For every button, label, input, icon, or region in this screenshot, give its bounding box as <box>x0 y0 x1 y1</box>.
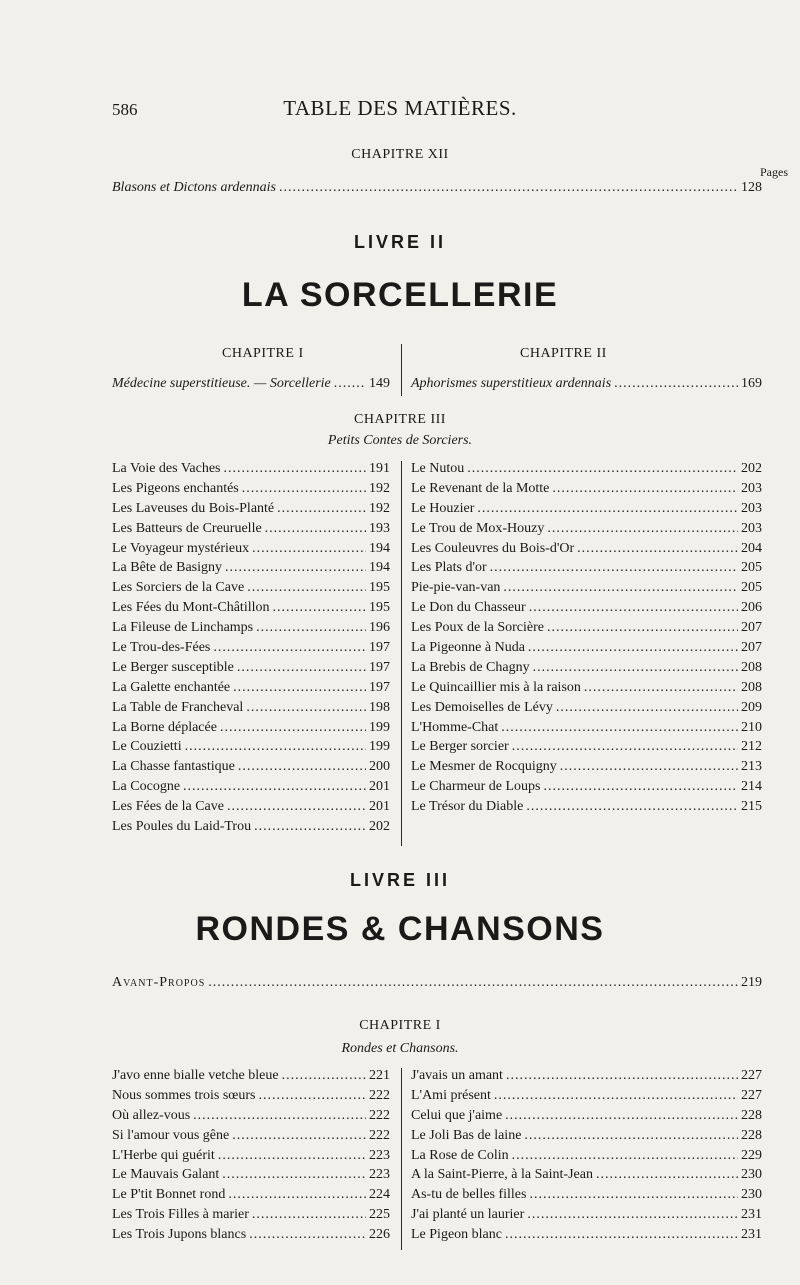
toc-entry-title: Les Laveuses du Bois-Planté <box>112 500 275 516</box>
toc-entry-page: 227 <box>741 1068 762 1083</box>
toc-entry <box>112 541 390 561</box>
leader-dots <box>334 376 366 392</box>
toc-entry-page: 230 <box>741 1187 762 1203</box>
toc-entry <box>112 640 390 660</box>
chapter-subtitle: Rondes et Chansons. <box>341 1041 459 1056</box>
toc-entry <box>112 759 390 779</box>
toc-entry <box>112 680 390 700</box>
toc-entry-page: 192 <box>369 500 390 516</box>
toc-entry-page: 199 <box>369 719 390 735</box>
toc-entry-page: 205 <box>741 560 762 576</box>
leader-dots <box>279 180 738 196</box>
toc-entry-title: Les Demoiselles de Lévy <box>411 699 553 715</box>
toc-entry-title: La Chasse fantastique <box>112 759 235 775</box>
toc-entry-title: L'Ami présent <box>411 1087 491 1103</box>
toc-entry-title: Le Don du Chasseur <box>411 600 526 616</box>
chapter-heading: CHAPITRE I <box>222 346 304 361</box>
toc-entry-page: 228 <box>741 1107 762 1123</box>
toc-entry <box>411 560 762 580</box>
toc-entry-page: 191 <box>369 461 390 476</box>
toc-entry-title: Le Couzietti <box>112 739 182 755</box>
toc-entry <box>112 580 390 600</box>
toc-entry <box>112 1068 390 1088</box>
leader-dots <box>247 580 366 596</box>
toc-entry-page: 221 <box>369 1068 390 1083</box>
leader-dots <box>228 1187 366 1203</box>
toc-entry <box>411 1187 762 1207</box>
leader-dots <box>494 1088 738 1104</box>
leader-dots <box>259 1088 366 1104</box>
leader-dots <box>584 680 738 696</box>
toc-entry-page: 202 <box>741 461 762 476</box>
toc-entry <box>112 620 390 640</box>
toc-entry-page: 198 <box>369 699 390 715</box>
leader-dots <box>512 1148 738 1164</box>
toc-entry-page: 225 <box>369 1207 390 1223</box>
toc-entry <box>411 481 762 501</box>
toc-entry-page: 214 <box>741 779 762 795</box>
toc-entry-title: La Table de Francheval <box>112 699 244 715</box>
toc-entry-title: Le P'tit Bonnet rond <box>112 1187 226 1203</box>
toc-entry <box>112 560 390 580</box>
toc-entry-page: 203 <box>741 520 762 536</box>
toc-entry-page: 222 <box>369 1087 390 1103</box>
toc-entry-page: 208 <box>741 679 762 695</box>
toc-entry-title: Avant-Propos <box>112 975 206 990</box>
toc-entry-title: Les Trois Jupons blancs <box>112 1227 247 1243</box>
toc-entry-title: Où allez-vous <box>112 1107 191 1123</box>
toc-entry <box>411 1207 762 1227</box>
pages-label: Pages <box>760 165 788 179</box>
leader-dots <box>246 700 366 716</box>
toc-entry <box>112 521 390 541</box>
toc-entry-page: 209 <box>741 699 762 715</box>
toc-entry <box>411 541 762 561</box>
leader-dots <box>529 600 738 616</box>
toc-entry-page: 195 <box>369 580 390 596</box>
toc-entry <box>411 620 762 640</box>
leader-dots <box>193 1108 366 1124</box>
toc-entry <box>411 700 762 720</box>
toc-column-right <box>411 1068 762 1247</box>
toc-entry <box>411 1167 762 1187</box>
toc-entry <box>411 720 762 740</box>
leader-dots <box>490 560 738 576</box>
toc-entry-title: L'Herbe qui guérit <box>112 1147 215 1163</box>
leader-dots <box>232 1128 366 1144</box>
toc-entry <box>112 1227 390 1247</box>
toc-entry-title: Les Fées du Mont-Châtillon <box>112 600 270 616</box>
toc-entry-page: 207 <box>741 640 762 656</box>
leader-dots <box>529 1187 738 1203</box>
toc-entry <box>411 501 762 521</box>
toc-entry <box>112 461 390 481</box>
leader-dots <box>556 700 738 716</box>
toc-entry <box>112 1167 390 1187</box>
leader-dots <box>213 640 366 656</box>
toc-entry-title: Aphorismes superstitieux ardennais <box>411 376 612 391</box>
toc-entry-page: 197 <box>369 659 390 675</box>
leader-dots <box>249 1227 366 1243</box>
toc-entry-page: 200 <box>369 759 390 775</box>
leader-dots <box>577 541 738 557</box>
toc-entry <box>112 975 762 991</box>
leader-dots <box>552 481 738 497</box>
column-divider <box>401 344 402 396</box>
toc-entry-page: 207 <box>741 620 762 636</box>
toc-entry-page: 192 <box>369 480 390 496</box>
toc-entry-title: Le Charmeur de Loups <box>411 779 541 795</box>
toc-entry-title: Le Berger susceptible <box>112 659 234 675</box>
toc-entry-page: 229 <box>741 1147 762 1163</box>
toc-entry-title: J'avo enne bialle vetche bleue <box>112 1068 279 1083</box>
toc-entry-page: 203 <box>741 480 762 496</box>
leader-dots <box>596 1167 738 1183</box>
toc-entry-title: Les Trois Filles à marier <box>112 1207 249 1223</box>
toc-entry-page: 128 <box>741 180 762 195</box>
leader-dots <box>208 975 738 991</box>
toc-entry-title: A la Saint-Pierre, à la Saint-Jean <box>411 1167 593 1183</box>
toc-entry-title: L'Homme-Chat <box>411 719 499 735</box>
toc-entry-title: Pie-pie-van-van <box>411 580 501 596</box>
toc-entry-page: 194 <box>369 560 390 576</box>
toc-entry-page: 231 <box>741 1207 762 1223</box>
toc-entry-title: Les Poules du Laid-Trou <box>112 819 252 835</box>
toc-entry <box>411 739 762 759</box>
leader-dots <box>252 1207 366 1223</box>
column-divider <box>401 461 402 846</box>
toc-entry-page: 197 <box>369 679 390 695</box>
toc-entry-title: Le Voyageur mystérieux <box>112 540 250 556</box>
toc-entry <box>112 1108 390 1128</box>
toc-entry <box>112 739 390 759</box>
leader-dots <box>242 481 366 497</box>
toc-entry <box>411 759 762 779</box>
toc-entry-title: Médecine superstitieuse. — Sorcellerie <box>112 376 331 391</box>
toc-entry <box>411 1088 762 1108</box>
toc-entry-title: Blasons et Dictons ardennais <box>112 180 276 195</box>
leader-dots <box>533 660 738 676</box>
toc-entry-page: 213 <box>741 759 762 775</box>
toc-entry-title: La Galette enchantée <box>112 679 231 695</box>
leader-dots <box>505 1227 738 1243</box>
toc-entry-title: La Voie des Vaches <box>112 461 221 476</box>
leader-dots <box>560 759 738 775</box>
leader-dots <box>527 1207 738 1223</box>
leader-dots <box>547 620 738 636</box>
toc-entry-title: Le Pigeon blanc <box>411 1227 502 1243</box>
toc-entry-title: Les Batteurs de Creuruelle <box>112 520 262 536</box>
toc-entry-title: As-tu de belles filles <box>411 1187 527 1203</box>
leader-dots <box>506 1068 738 1084</box>
toc-entry <box>112 1187 390 1207</box>
toc-entry-page: 149 <box>369 376 390 391</box>
toc-entry-page: 230 <box>741 1167 762 1183</box>
toc-entry-title: La Brebis de Chagny <box>411 659 530 675</box>
toc-entry-page: 206 <box>741 600 762 616</box>
toc-entry-page: 222 <box>369 1127 390 1143</box>
leader-dots <box>227 799 366 815</box>
column-divider <box>401 1068 402 1250</box>
toc-column-left <box>112 461 390 839</box>
toc-entry-page: 208 <box>741 659 762 675</box>
leader-dots <box>222 1167 366 1183</box>
toc-entry <box>411 1148 762 1168</box>
livre-label: LIVRE III <box>349 870 450 890</box>
leader-dots <box>183 779 366 795</box>
toc-entry <box>411 461 762 481</box>
leader-dots <box>237 660 366 676</box>
leader-dots <box>277 501 366 517</box>
toc-entry-page: 222 <box>369 1107 390 1123</box>
toc-entry-title: Les Plats d'or <box>411 560 487 576</box>
toc-entry-title: Le Nutou <box>411 461 465 476</box>
toc-entry <box>411 779 762 799</box>
toc-entry <box>411 799 762 819</box>
toc-entry-page: 169 <box>741 376 762 391</box>
toc-entry-page: 212 <box>741 739 762 755</box>
toc-entry-page: 203 <box>741 500 762 516</box>
toc-entry <box>112 720 390 740</box>
toc-entry <box>112 700 390 720</box>
leader-dots <box>238 759 366 775</box>
toc-entry <box>112 481 390 501</box>
leader-dots <box>252 541 366 557</box>
leader-dots <box>225 560 366 576</box>
toc-entry <box>411 660 762 680</box>
toc-entry <box>411 521 762 541</box>
toc-entry-title: La Pigeonne à Nuda <box>411 640 525 656</box>
toc-entry-page: 195 <box>369 600 390 616</box>
toc-entry-title: J'ai planté un laurier <box>411 1207 525 1223</box>
toc-entry-page: 201 <box>369 779 390 795</box>
toc-entry-page: 231 <box>741 1227 762 1243</box>
toc-entry-title: Celui que j'aime <box>411 1107 503 1123</box>
leader-dots <box>547 521 738 537</box>
leader-dots <box>505 1108 738 1124</box>
toc-entry <box>411 1068 762 1088</box>
toc-entry-page: 194 <box>369 540 390 556</box>
leader-dots <box>614 376 738 392</box>
leader-dots <box>254 819 366 835</box>
chapter-heading: CHAPITRE II <box>520 346 607 361</box>
toc-entry <box>411 600 762 620</box>
leader-dots <box>467 461 738 477</box>
toc-entry-page: 204 <box>741 540 762 556</box>
toc-entry <box>112 501 390 521</box>
toc-entry <box>411 640 762 660</box>
toc-entry <box>411 376 762 392</box>
toc-entry-page: 228 <box>741 1127 762 1143</box>
toc-entry <box>112 600 390 620</box>
chapter-subtitle: Petits Contes de Sorciers. <box>327 433 473 448</box>
toc-entry-title: La Cocogne <box>112 779 181 795</box>
livre-title: RONDES & CHANSONS <box>195 910 605 948</box>
toc-entry-title: Le Trou de Mox-Houzy <box>411 520 545 536</box>
toc-entry-title: La Bête de Basigny <box>112 560 223 576</box>
toc-entry <box>411 680 762 700</box>
toc-entry-title: Les Sorciers de la Cave <box>112 580 245 596</box>
leader-dots <box>223 461 366 477</box>
toc-entry <box>112 180 762 196</box>
page-number: 586 <box>112 100 138 119</box>
toc-entry-title: Le Quincaillier mis à la raison <box>411 679 581 695</box>
toc-entry-page: 215 <box>741 799 762 815</box>
toc-entry-title: Le Revenant de la Motte <box>411 480 550 496</box>
toc-entry-page: 219 <box>741 975 762 990</box>
toc-entry-page: 226 <box>369 1227 390 1243</box>
toc-entry-page: 205 <box>741 580 762 596</box>
leader-dots <box>526 799 738 815</box>
toc-entry-title: Les Poux de la Sorcière <box>411 620 544 636</box>
toc-entry-page: 223 <box>369 1167 390 1183</box>
leader-dots <box>528 640 738 656</box>
leader-dots <box>218 1148 366 1164</box>
toc-entry-title: Si l'amour vous gêne <box>112 1127 230 1143</box>
leader-dots <box>501 720 738 736</box>
toc-entry-page: 223 <box>369 1147 390 1163</box>
toc-entry <box>411 580 762 600</box>
toc-entry-title: Les Fées de la Cave <box>112 799 224 815</box>
toc-entry-page: 196 <box>369 620 390 636</box>
toc-entry-title: Le Berger sorcier <box>411 739 509 755</box>
leader-dots <box>256 620 366 636</box>
chapter-heading: CHAPITRE III <box>354 412 446 427</box>
leader-dots <box>512 739 738 755</box>
toc-entry <box>112 1148 390 1168</box>
toc-entry-title: La Borne déplacée <box>112 719 217 735</box>
toc-entry <box>112 1088 390 1108</box>
toc-entry-page: 197 <box>369 640 390 656</box>
toc-entry-title: Le Trésor du Diable <box>411 799 524 815</box>
leader-dots <box>524 1128 738 1144</box>
toc-entry-page: 210 <box>741 719 762 735</box>
toc-entry-title: La Rose de Colin <box>411 1147 509 1163</box>
toc-entry-page: 202 <box>369 819 390 835</box>
toc-entry <box>112 799 390 819</box>
chapter-heading: CHAPITRE XII <box>351 147 449 162</box>
toc-entry <box>112 1128 390 1148</box>
leader-dots <box>477 501 738 517</box>
toc-entry <box>112 376 390 392</box>
leader-dots <box>185 739 366 755</box>
leader-dots <box>273 600 367 616</box>
toc-entry-page: 224 <box>369 1187 390 1203</box>
toc-entry-title: Le Trou-des-Fées <box>112 640 211 656</box>
toc-entry-title: Nous sommes trois sœurs <box>112 1087 256 1103</box>
livre-label: LIVRE II <box>353 232 446 252</box>
toc-entry-title: La Fileuse de Linchamps <box>112 620 254 636</box>
toc-entry-title: Le Mauvais Galant <box>112 1167 220 1183</box>
toc-column-right <box>411 461 762 819</box>
toc-entry <box>411 1227 762 1247</box>
toc-entry-title: Les Couleuvres du Bois-d'Or <box>411 540 575 556</box>
leader-dots <box>282 1068 366 1084</box>
toc-entry-title: Le Joli Bas de laine <box>411 1127 522 1143</box>
toc-entry-title: Les Pigeons enchantés <box>112 480 239 496</box>
toc-entry <box>411 1108 762 1128</box>
toc-entry <box>112 819 390 839</box>
livre-title: LA SORCELLERIE <box>241 276 559 314</box>
leader-dots <box>503 580 738 596</box>
toc-entry-page: 193 <box>369 520 390 536</box>
running-title: TABLE DES MATIÈRES. <box>283 96 517 120</box>
toc-entry-page: 227 <box>741 1087 762 1103</box>
toc-entry <box>112 1207 390 1227</box>
leader-dots <box>543 779 738 795</box>
toc-entry <box>411 1128 762 1148</box>
toc-entry <box>112 660 390 680</box>
toc-entry-title: J'avais un amant <box>411 1068 503 1083</box>
toc-entry-page: 201 <box>369 799 390 815</box>
chapter-heading: CHAPITRE I <box>359 1018 441 1033</box>
toc-entry-page: 199 <box>369 739 390 755</box>
toc-entry <box>112 779 390 799</box>
leader-dots <box>220 720 366 736</box>
leader-dots <box>233 680 366 696</box>
toc-entry-title: Le Mesmer de Rocquigny <box>411 759 557 775</box>
leader-dots <box>265 521 366 537</box>
toc-entry-title: Le Houzier <box>411 500 475 516</box>
toc-column-left <box>112 1068 390 1247</box>
